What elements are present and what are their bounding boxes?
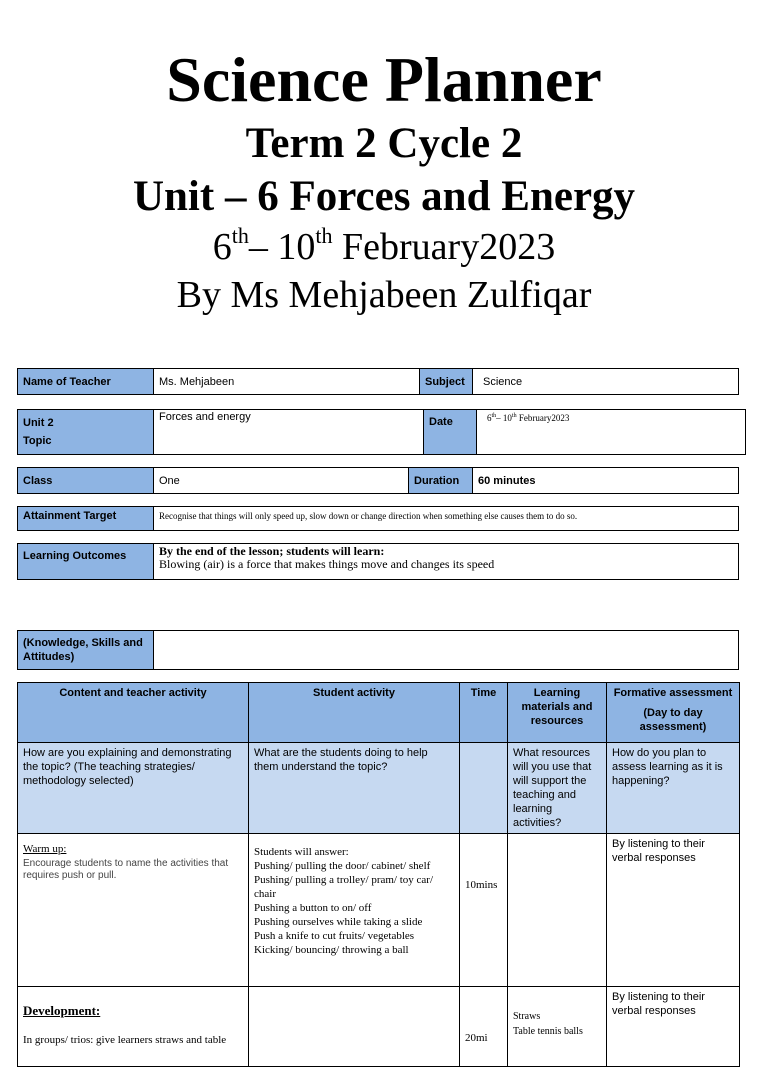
- outcomes-value: [154, 544, 739, 580]
- guide-time: [460, 743, 508, 834]
- header-formative: [607, 683, 740, 743]
- warmup-formative: By listening to their verbal responses: [607, 834, 740, 987]
- development-title: Development:: [23, 1003, 101, 1018]
- unit-heading: Unit – 6 Forces and Energy: [132, 173, 636, 220]
- teacher-subject-table: [17, 368, 739, 395]
- warmup-student-line: Push a knife to cut fruits/ vegetables: [254, 930, 415, 942]
- guide-formative: How do you plan to assess learning as it is happening?: [607, 743, 740, 834]
- lesson-plan-table: [17, 682, 740, 1067]
- topic-value: Forces and energy: [154, 410, 424, 455]
- ksa-label: (Knowledge, Skills and Attitudes): [18, 631, 154, 670]
- class-duration-table: [17, 467, 739, 494]
- class-value: One: [154, 468, 409, 494]
- outcomes-heading: By the end of the lesson; students will learn:: [159, 544, 385, 558]
- header-time: Time: [460, 683, 508, 743]
- development-content: [18, 987, 249, 1067]
- header-materials: Learning materials and resources: [508, 683, 607, 743]
- ksa-value: [154, 631, 739, 670]
- development-student: [249, 987, 460, 1067]
- document-title: Science Planner: [166, 44, 602, 115]
- unit-topic-label: [18, 410, 154, 455]
- warmup-student-line: Pushing/ pulling the door/ cabinet/ shelf: [254, 860, 431, 872]
- subject-value: Science: [473, 369, 739, 395]
- date-label: Date: [424, 410, 477, 455]
- development-materials: [508, 987, 607, 1067]
- topic-label: Topic: [23, 435, 52, 447]
- warmup-materials: [508, 834, 607, 987]
- plan-guide-row: [18, 743, 740, 834]
- subject-label: Subject: [420, 369, 473, 395]
- plan-development-row: [18, 987, 740, 1067]
- warmup-text: Encourage students to name the activities that requires push or pull.: [23, 857, 229, 881]
- warmup-student-line: Pushing ourselves while taking a slide: [254, 916, 423, 928]
- warmup-title: Warm up:: [23, 843, 67, 855]
- ksa-table: [17, 630, 739, 670]
- guide-content: How are you explaining and demonstrating the topic? (The teaching strategies/ methodology selected): [18, 743, 249, 834]
- date-heading: 6th– 10th February2023: [212, 223, 556, 268]
- plan-header-row: [18, 683, 740, 743]
- class-label: Class: [18, 468, 154, 494]
- guide-student: What are the students doing to help them understand the topic?: [249, 743, 460, 834]
- duration-label: Duration: [409, 468, 473, 494]
- outcomes-table: [17, 543, 739, 580]
- unit-topic-table: [17, 409, 746, 455]
- header-student: Student activity: [249, 683, 460, 743]
- warmup-student-line: Pushing a button to on/ off: [254, 902, 372, 914]
- warmup-student-line: Students will answer:: [254, 846, 349, 858]
- warmup-time: 10mins: [460, 834, 508, 987]
- header-content: Content and teacher activity: [18, 683, 249, 743]
- outcomes-label: Learning Outcomes: [18, 544, 154, 580]
- teacher-label: Name of Teacher: [18, 369, 154, 395]
- development-formative: By listening to their verbal responses: [607, 987, 740, 1067]
- outcomes-text: Blowing (air) is a force that makes things move and changes its speed: [159, 557, 495, 571]
- warmup-student-line: Pushing/ pulling a trolley/ pram/ toy car/ chair: [254, 874, 434, 900]
- unit-label: Unit 2: [23, 417, 54, 429]
- attainment-value: Recognise that things will only speed up, slow down or change direction when something else causes them to do so.: [154, 507, 739, 531]
- warmup-student: [249, 834, 460, 987]
- guide-materials: What resources will you use that will support the teaching and learning activities?: [508, 743, 607, 834]
- development-material-item: Table tennis balls: [513, 1026, 583, 1037]
- header-formative-sub: (Day to day assessment): [639, 707, 707, 733]
- warmup-student-line: Kicking/ bouncing/ throwing a ball: [254, 944, 409, 956]
- header-formative-title: Formative assessment: [613, 687, 733, 699]
- development-material-item: Straws: [513, 1011, 541, 1022]
- term-heading: Term 2 Cycle 2: [245, 120, 523, 167]
- date-value: 6th– 10th February2023: [477, 410, 746, 455]
- development-time: 20mi: [460, 987, 508, 1067]
- teacher-value: Ms. Mehjabeen: [154, 369, 420, 395]
- attainment-table: [17, 506, 739, 531]
- attainment-label: Attainment Target: [18, 507, 154, 531]
- warmup-content: [18, 834, 249, 987]
- author-heading: By Ms Mehjabeen Zulfiqar: [176, 274, 592, 316]
- plan-warmup-row: [18, 834, 740, 987]
- duration-value: 60 minutes: [473, 468, 739, 494]
- development-text: In groups/ trios: give learners straws and table: [23, 1033, 227, 1046]
